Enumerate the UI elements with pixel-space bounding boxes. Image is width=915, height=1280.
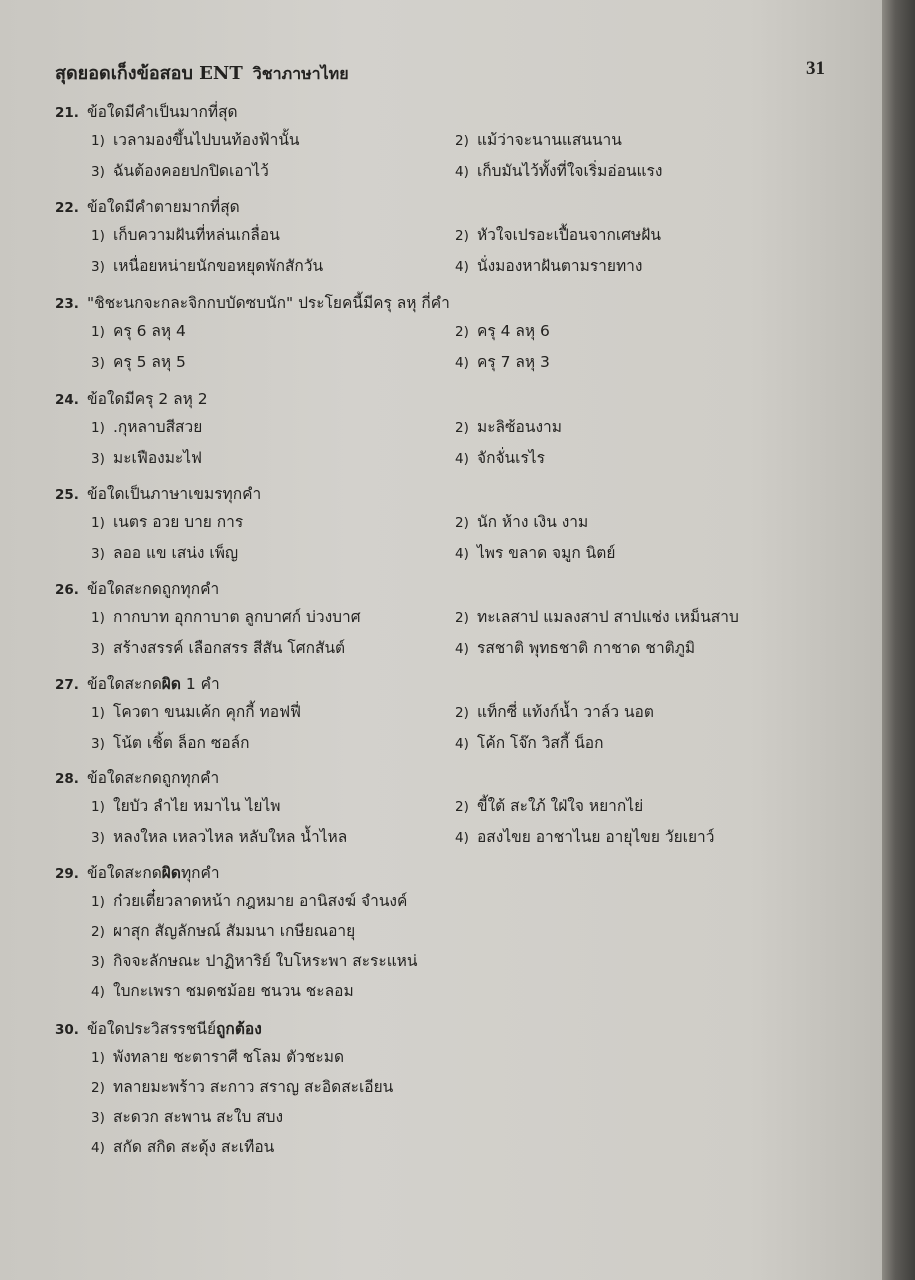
option-4: 4) ครุ 7 ลหุ 3 [455, 353, 550, 371]
question-28 [55, 765, 855, 853]
question-number: 25. [55, 487, 79, 503]
option-2: 2) นัก ห้าง เงิน งาม [455, 513, 589, 531]
question-number: 23. [55, 296, 79, 312]
question-stem: ข้อใดสะกดถูกทุกคำ [87, 580, 220, 598]
question-number: 24. [55, 392, 79, 408]
option-4: 4) เก็บมันไว้ทั้งที่ใจเริ่มอ่อนแรง [455, 162, 663, 180]
option-1: 1) โควตา ขนมเค้ก คุกกี้ ทอฟฟี่ [91, 703, 302, 721]
option-3: 3) โน้ต เชิ้ต ล็อก ซอล์ก [91, 734, 250, 752]
option-3: 3) ฉันต้องคอยปกปิดเอาไว้ [91, 162, 269, 180]
question-27 [55, 671, 855, 759]
option-1: 1) .กุหลาบสีสวย [91, 418, 203, 436]
option-2: 2) ผาสุก สัญลักษณ์ สัมมนา เกษียณอายุ [91, 922, 356, 940]
question-25 [55, 481, 855, 569]
subject-title: วิชาภาษาไทย [252, 64, 349, 83]
option-3: 3) ครุ 5 ลหุ 5 [91, 353, 186, 371]
question-26 [55, 576, 855, 664]
option-2: 2) ครุ 4 ลหุ 6 [455, 322, 550, 340]
option-3: 3) หลงใหล เหลวไหล หลับใหล น้ำไหล [91, 828, 348, 846]
question-stem: ข้อใดมีครุ 2 ลหุ 2 [87, 390, 208, 408]
question-stem: ข้อใดเป็นภาษาเขมรทุกคำ [87, 485, 262, 503]
option-2: 2) แม้ว่าจะนานแสนนาน [455, 131, 622, 149]
running-header [55, 58, 825, 84]
option-1: 1) เก็บความฝันที่หล่นเกลื่อน [91, 226, 280, 244]
question-stem: ข้อใดมีคำตายมากที่สุด [87, 198, 240, 216]
option-1: 1) ครุ 6 ลหุ 4 [91, 322, 186, 340]
question-number: 30. [55, 1022, 79, 1038]
option-3: 3) มะเฟืองมะไฟ [91, 449, 203, 467]
question-number: 26. [55, 582, 79, 598]
option-1: 1) เวลามองขึ้นไปบนท้องฟ้านั้น [91, 131, 300, 149]
emphasis: ถูกต้อง [216, 1020, 262, 1038]
question-number: 22. [55, 200, 79, 216]
question-21 [55, 99, 855, 187]
question-30 [55, 1016, 855, 1162]
option-3: 3) สะดวก สะพาน สะใบ สบง [91, 1108, 284, 1126]
option-2: 2) ขี้ใต้ สะใภ้ ใฝ่ใจ หยากไย่ [455, 797, 644, 815]
option-1: 1) กากบาท อุกกาบาต ลูกบาศก์ บ่วงบาศ [91, 608, 361, 626]
question-23 [55, 290, 855, 378]
question-stem: ข้อใดสะกดถูกทุกคำ [87, 769, 220, 787]
book-binding-edge [882, 0, 915, 1280]
emphasis: ผิด [161, 864, 181, 882]
book-series-title: สุดยอดเก็งข้อสอบ ENT [55, 63, 243, 84]
option-4: 4) รสชาติ พุทธชาติ กาชาด ชาติภูมิ [455, 639, 696, 657]
question-stem: ข้อใดประวิสรรชนีย์ถูกต้อง [87, 1020, 262, 1038]
question-stem: ข้อใดมีคำเป็นมากที่สุด [87, 103, 238, 121]
option-1: 1) พังทลาย ชะตาราศี ชโลม ตัวชะมด [91, 1048, 345, 1066]
option-3: 3) กิจจะลักษณะ ปาฏิหาริย์ ใบโหระพา สะระแหน่ [91, 952, 418, 970]
question-number: 28. [55, 771, 79, 787]
option-2: 2) ทะเลสาป แมลงสาป สาปแช่ง เหม็นสาบ [455, 608, 739, 626]
emphasis: ผิด [161, 675, 181, 693]
option-3: 3) ลออ แข เสน่ง เพ็ญ [91, 544, 239, 562]
question-stem: ข้อใดสะกดผิด 1 คำ [87, 675, 220, 693]
page-number: 31 [806, 58, 825, 79]
question-number: 29. [55, 866, 79, 882]
option-4: 4) ใบกะเพรา ชมดชม้อย ชนวน ชะลอม [91, 982, 354, 1000]
option-2: 2) แท็กซี่ แท้งก์น้ำ วาล์ว นอต [455, 703, 654, 721]
question-stem: ข้อใดสะกดผิดทุกคำ [87, 864, 220, 882]
question-24 [55, 386, 855, 474]
option-4: 4) อสงไขย อาชาไนย อายุไขย วัยเยาว์ [455, 828, 715, 846]
option-3: 3) เหนื่อยหน่ายนักขอหยุดพักสักวัน [91, 257, 324, 275]
question-29 [55, 860, 855, 1006]
question-stem: "ชิชะนกจะกละจิกกบบัดซบนัก" ประโยคนี้มีครุ ลหุ กี่คำ [87, 294, 450, 312]
option-2: 2) หัวใจเปรอะเปื้อนจากเศษฝัน [455, 226, 661, 244]
option-4: 4) ไพร ขลาด จมูก นิตย์ [455, 544, 616, 562]
question-number: 27. [55, 677, 79, 693]
option-1: 1) ใยบัว ลำไย หมาไน ไยไพ [91, 797, 281, 815]
option-2: 2) มะลิซ้อนงาม [455, 418, 562, 436]
option-3: 3) สร้างสรรค์ เลือกสรร สีสัน โศกสันต์ [91, 639, 346, 657]
option-2: 2) ทลายมะพร้าว สะกาว สราญ สะอิดสะเอียน [91, 1078, 394, 1096]
option-4: 4) นั่งมองหาฝันตามรายทาง [455, 257, 643, 275]
question-number: 21. [55, 105, 79, 121]
question-22 [55, 194, 855, 282]
option-1: 1) ก๋วยเตี๋ยวลาดหน้า กฎหมาย อานิสงฆ์ จำนงค์ [91, 892, 408, 910]
option-4: 4) สกัด สกิด สะดุ้ง สะเทือน [91, 1138, 275, 1156]
option-4: 4) จักจั่นเรไร [455, 449, 545, 467]
option-4: 4) โค้ก โจ๊ก วิสกี้ น็อก [455, 734, 604, 752]
option-1: 1) เนตร อวย บาย การ [91, 513, 244, 531]
